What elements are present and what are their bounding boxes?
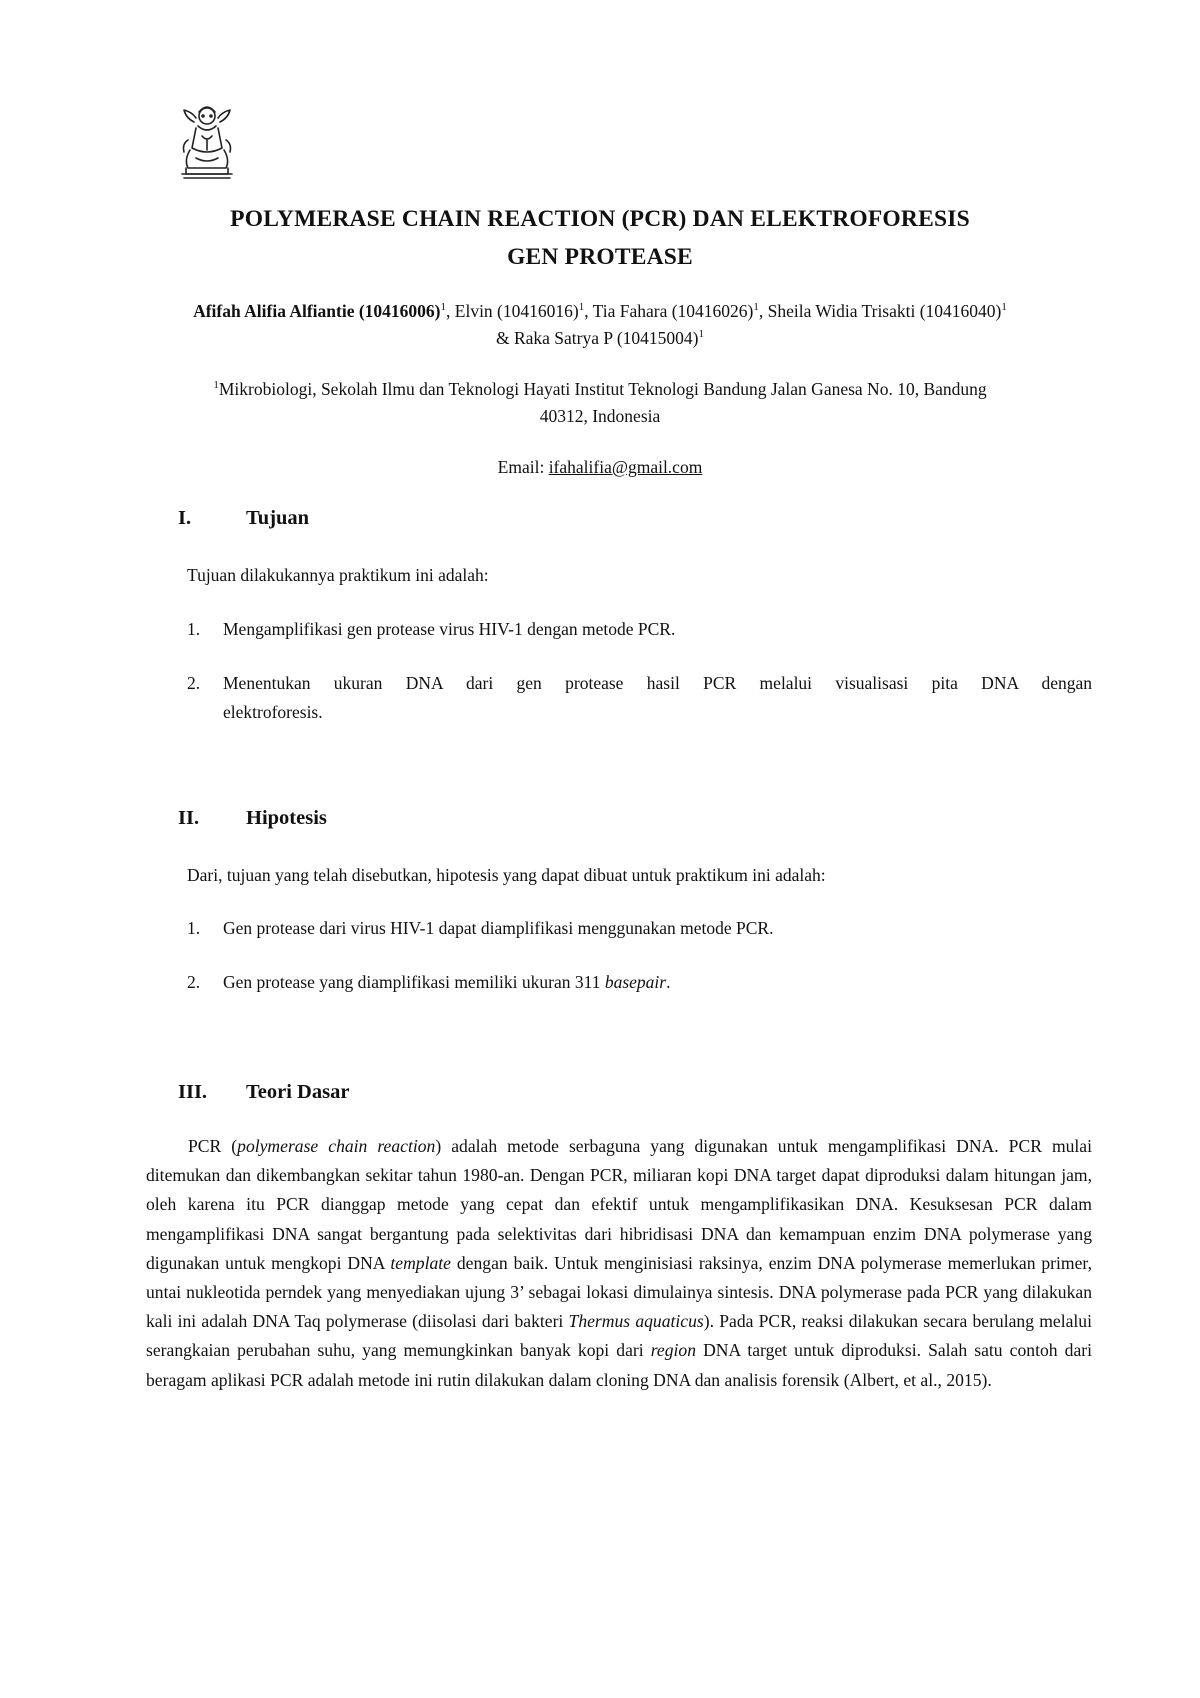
teori-dasar-paragraph: PCR (polymerase chain reaction) adalah metode serbaguna yang digunakan untuk mengamplifikasi DNA. PCR mulai ditemukan dan dikembangkan sekitar tahun 1980-an. Dengan PCR, miliaran kopi DNA target dapat diproduksi dalam hitungan jam, oleh karena itu PCR dianggap metode yang cepat dan efektif untuk mengamplifikasikan DNA. Kesuksesan PCR dalam mengamplifikasi DNA sangat bergantung pada selektivitas dari hibridisasi DNA dan kemampuan enzim DNA polymerase yang digunakan untuk mengkopi DNA template dengan baik. Untuk menginisiasi raksinya, enzim DNA polymerase memerlukan primer, untai nukleotida perndek yang menyediakan ujung 3’ sebagai lokasi dimulainya sintesis. DNA polymerase pada PCR yang dilakukan kali ini adalah DNA Taq polymerase (diisolasi dari bakteri Thermus aquaticus). Pada PCR, reaksi dilakukan secara berulang melalui serangkaian perubahan suhu, yang memungkinkan banyak kopi dari region DNA target untuk diproduksi. Salah satu contoh dari beragam aplikasi PCR adalah metode ini rutin dilakukan dalam cloning DNA dan analisis forensik (Albert, et al., 2015).: [146, 1136, 1093, 1390]
institution-logo-icon: [176, 100, 238, 180]
author-2: , Elvin (10416016): [446, 301, 579, 321]
tujuan-intro: Tujuan dilakukannya praktikum ini adalah:: [187, 565, 489, 585]
email-link[interactable]: ifahalifia@gmail.com: [548, 457, 703, 477]
affiliation-line-1: Mikrobiologi, Sekolah Ilmu dan Teknologi Hayati Institut Teknologi Bandung Jalan Ganesa No. 10, Bandung: [218, 379, 987, 399]
section-title: Hipotesis: [246, 807, 327, 829]
section-heading-hipotesis: [178, 804, 327, 832]
author-line-2: & Raka Satrya P $(10415004)^1$: [495, 328, 704, 348]
hipotesis-intro: Dari, tujuan yang telah disebutkan, hipotesis yang dapat dibuat untuk praktikum ini adalah:: [187, 865, 826, 885]
section-title: Tujuan: [246, 507, 310, 529]
affiliation-line-2: 40312, Indonesia: [539, 406, 661, 426]
affiliation: $^1$Mikrobiologi, Sekolah Ilmu dan Teknologi Hayati Institut Teknologi Bandung Jalan Ganesa No. 10, Bandung 40312, Indonesia: [150, 376, 1050, 430]
section-number: III.: [178, 1081, 208, 1103]
title-line-2: GEN PROTEASE: [507, 244, 693, 270]
author-3: , Tia Fahara (10416026): [584, 301, 754, 321]
title-line-1: POLYMERASE CHAIN REACTION (PCR) DAN ELEKTROFORESIS: [230, 206, 970, 232]
section-number: I.: [178, 507, 192, 529]
author-line-1: Afifah Alifia Alfiantie $(10416006)^1$, Elvin $(10416016)^1$, Tia Fahara $(10416026)^1$, Sheila Widia Trisakti $(10416040)^1$: [193, 301, 1007, 321]
document-page: POLYMERASE CHAIN REACTION (PCR) DAN ELEKTROFORESIS GEN PROTEASE Afifah Alifia Alfiantie $(10416006)^1$, Elvin $(10416016)^1$, Tia Fahara $(10416026)^1$, Sheila Widia Trisakti $(10416040)^1$ & Raka Satrya P $(10415004)^1$ $^1$Mikrobiologi, Sekolah Ilmu dan Teknologi Hayati Institut Teknologi Bandung Jalan Ganesa No. 10, Bandung 40312, Indonesia Email: ifahalifia@gmail.com I. Tujuan Tujuan dilakukannya praktikum ini adalah: 1. Mengamplifikasi gen protease virus HIV-1 dengan metode PCR. 2. Menentukan ukuran DNA dari gen protease hasil PCR melalui visualisasi pita DNA dengan elektroforesis. II. Hipotesis Dari, tujuan yang telah disebutkan, hipotesis yang dapat dibuat untuk praktikum ini adalah: 1. Gen protease dari virus HIV-1 dapat diamplifikasi menggunakan metode PCR. 2. Gen protease yang diamplifikasi memiliki ukuran 311 basepair. III. Teori Dasar PCR (polymerase chain reaction) adalah metode serbaguna yang digunakan untuk mengamplifikasi DNA. PCR mulai ditemukan dan dikembangkan sekitar tahun 1980-an. Dengan PCR, miliaran kopi DNA target dapat diproduksi dalam hitungan jam, oleh karena itu PCR dianggap metode yang cepat dan efektif untuk mengamplifikasikan DNA. Kesuksesan PCR dalam mengamplifikasi DNA sangat bergantung pada selektivitas dari hibridisasi DNA dan kemampuan enzim DNA polymerase yang digunakan untuk mengkopi DNA template dengan baik. Untuk menginisiasi raksinya, enzim DNA polymerase memerlukan primer, untai nukleotida perndek yang menyediakan ujung 3’ sebagai lokasi dimulainya sintesis. DNA polymerase pada PCR yang dilakukan kali ini adalah DNA Taq polymerase (diisolasi dari bakteri Thermus aquaticus). Pada PCR, reaksi dilakukan secara berulang melalui serangkaian perubahan suhu, yang memungkinkan banyak kopi dari region DNA target untuk diproduksi. Salah satu contoh dari beragam aplikasi PCR adalah metode ini rutin dilakukan dalam cloning DNA dan analisis forensik (Albert, et al., 2015).: [0, 0, 1200, 1698]
section-title: Teori Dasar: [246, 1081, 350, 1103]
contact-email: [140, 454, 1060, 481]
section-number: II.: [178, 807, 200, 829]
email-label: Email:: [497, 457, 549, 477]
document-title: [140, 200, 1060, 276]
author-lead: Afifah Alifia Alfiantie (10416006): [193, 301, 441, 321]
author-5: & Raka Satrya P (10415004): [495, 328, 699, 348]
author-4: , Sheila Widia Trisakti (10416040): [758, 301, 1002, 321]
author-list: [140, 298, 1060, 352]
section-heading-tujuan: [178, 504, 309, 532]
section-heading-teori-dasar: [178, 1078, 349, 1106]
